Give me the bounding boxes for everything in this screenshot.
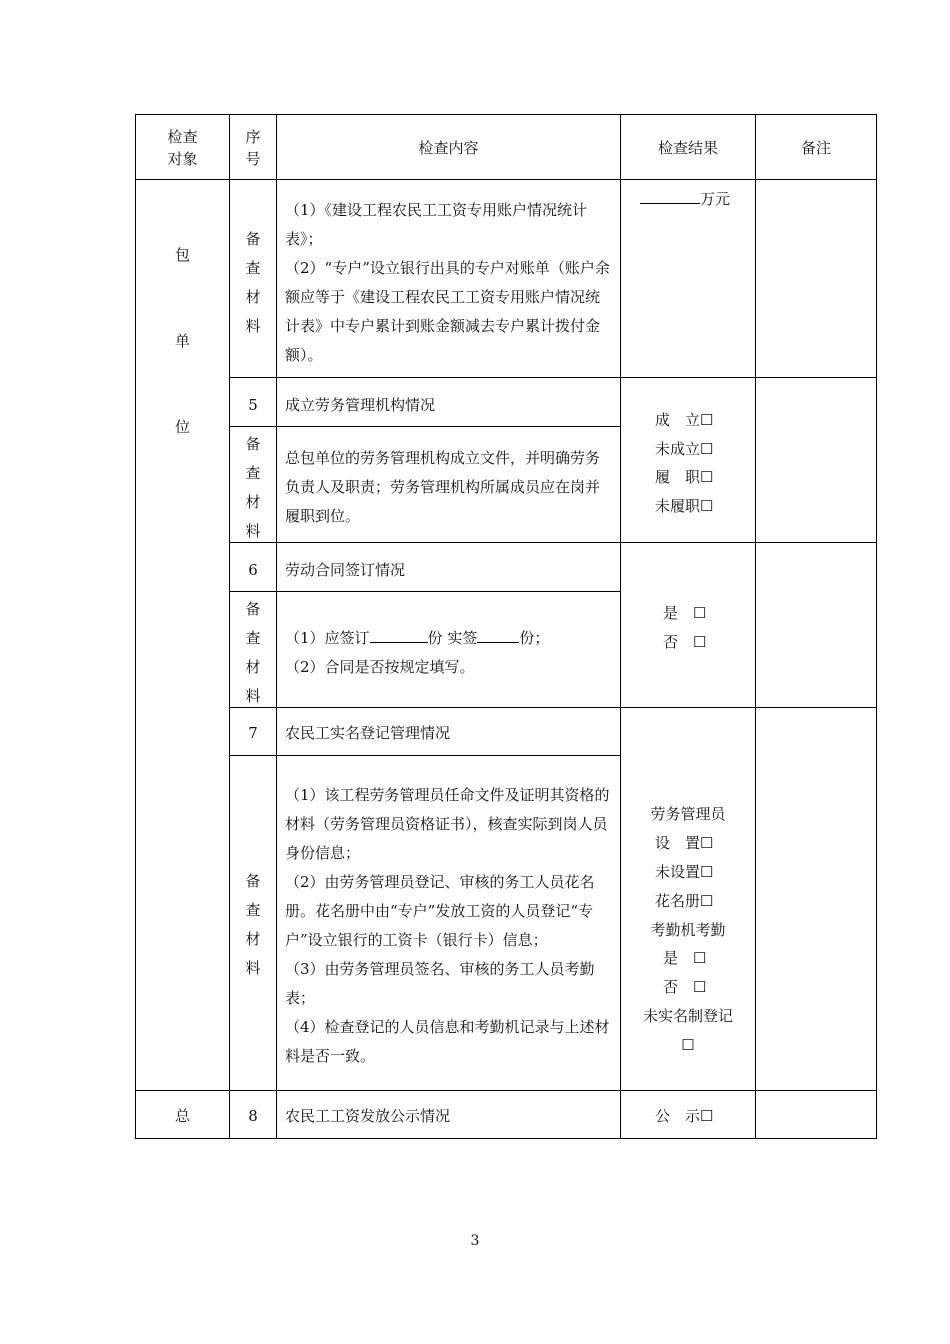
row-divider (229, 707, 877, 708)
amount-unit: 万元 (700, 190, 731, 208)
header-object: 检查 对象 (167, 128, 198, 168)
item-title: 劳动合同签订情况 (285, 561, 406, 579)
table-border-bottom (135, 1138, 877, 1139)
result-option[interactable]: 未成立☐ (655, 440, 714, 458)
result-option: 劳务管理员 (650, 805, 726, 823)
result-option[interactable]: 花名册☐ (655, 892, 714, 910)
result-option[interactable]: 设 置☐ (655, 834, 714, 852)
side-label-char: 总 (174, 1107, 190, 1125)
item-seq: 5 (248, 396, 258, 414)
result-option[interactable]: 履 职☐ (655, 468, 714, 486)
material-label: 备查材料 (245, 872, 261, 977)
result-option: 未实名制登记 (642, 1007, 733, 1025)
contract-line-part: 份； (519, 629, 550, 647)
result-option: 考勤机考勤 (650, 921, 726, 939)
result-option[interactable]: 是 ☐ (663, 949, 707, 967)
result-option[interactable]: 成 立☐ (655, 411, 714, 429)
item-seq: 7 (248, 724, 258, 742)
material-label: 备查材料 (245, 230, 261, 335)
item-seq: 8 (248, 1107, 258, 1125)
result-option[interactable]: 未履职☐ (655, 497, 714, 515)
col-divider (620, 114, 621, 1139)
contract-line-part: （1）应签订 (285, 629, 370, 647)
material-text: （1）《建设工程农民工工资专用账户情况统计表》； （2）“专户”设立银行出具的专户对账单（账户余额应等于《建设工程农民工工资专用账户情况统计表》中专户累计到账金额减去专户累计拨付金额）。 (285, 201, 610, 364)
item-seq: 6 (248, 561, 258, 579)
page-number: 3 (470, 1233, 480, 1249)
row-divider (135, 1090, 877, 1091)
header-result: 检查结果 (657, 139, 718, 157)
side-label-char: 包 (174, 246, 190, 264)
material-text: 总包单位的劳务管理机构成立文件，并明确劳务负责人及职责；劳务管理机构所属成员应在岗并履职到位。 (285, 449, 601, 525)
table-border-top (135, 114, 877, 115)
contract-signed-blank[interactable] (477, 626, 519, 643)
result-option[interactable]: 公 示☐ (655, 1107, 714, 1125)
header-content: 检查内容 (418, 139, 479, 157)
row-divider (229, 542, 877, 543)
result-option[interactable]: 否 ☐ (663, 633, 707, 651)
item-title: 成立劳务管理机构情况 (285, 396, 436, 414)
side-label-char: 位 (174, 418, 190, 436)
col-divider (276, 114, 277, 1139)
fund-amount-field[interactable] (640, 185, 730, 214)
header-seq: 序 号 (245, 128, 261, 168)
contract-line-part: 份 实签 (427, 629, 478, 647)
header-divider (135, 179, 877, 180)
material-text: （1）该工程劳务管理员任命文件及证明其资格的材料（劳务管理员资格证书），核查实际到岗人员身份信息； （2）由劳务管理员登记、审核的务工人员花名册。花名册中由“专户”发放工资的人员登记“专户”设立银行的工资卡（银行卡）信息； （3）由劳务管理员签名、审核的务工人员考勤表； （4）检查登记的人员信息和考勤机记录与上述材料是否一致。 (285, 786, 610, 1065)
item-title: 农民工实名登记管理情况 (285, 724, 451, 742)
contract-required-blank[interactable] (370, 626, 428, 643)
row-divider (229, 755, 620, 756)
result-checkbox[interactable]: ☐ (681, 1036, 695, 1054)
side-label-char: 单 (174, 332, 190, 350)
amount-blank[interactable] (640, 187, 700, 204)
item-title: 农民工工资发放公示情况 (285, 1107, 451, 1125)
material-label: 备查材料 (245, 435, 261, 540)
col-divider (755, 114, 756, 1139)
result-option[interactable]: 未设置☐ (655, 863, 714, 881)
contract-line-2: （2）合同是否按规定填写。 (285, 658, 475, 676)
result-option[interactable]: 否 ☐ (663, 978, 707, 996)
header-remark: 备注 (800, 139, 831, 157)
contract-count-line (285, 624, 549, 653)
col-divider (229, 114, 230, 1139)
material-label: 备查材料 (245, 600, 261, 705)
result-option[interactable]: 是 ☐ (663, 604, 707, 622)
row-divider (229, 377, 877, 378)
table-border-right (876, 114, 877, 1139)
row-divider (229, 426, 620, 427)
row-divider (229, 591, 620, 592)
